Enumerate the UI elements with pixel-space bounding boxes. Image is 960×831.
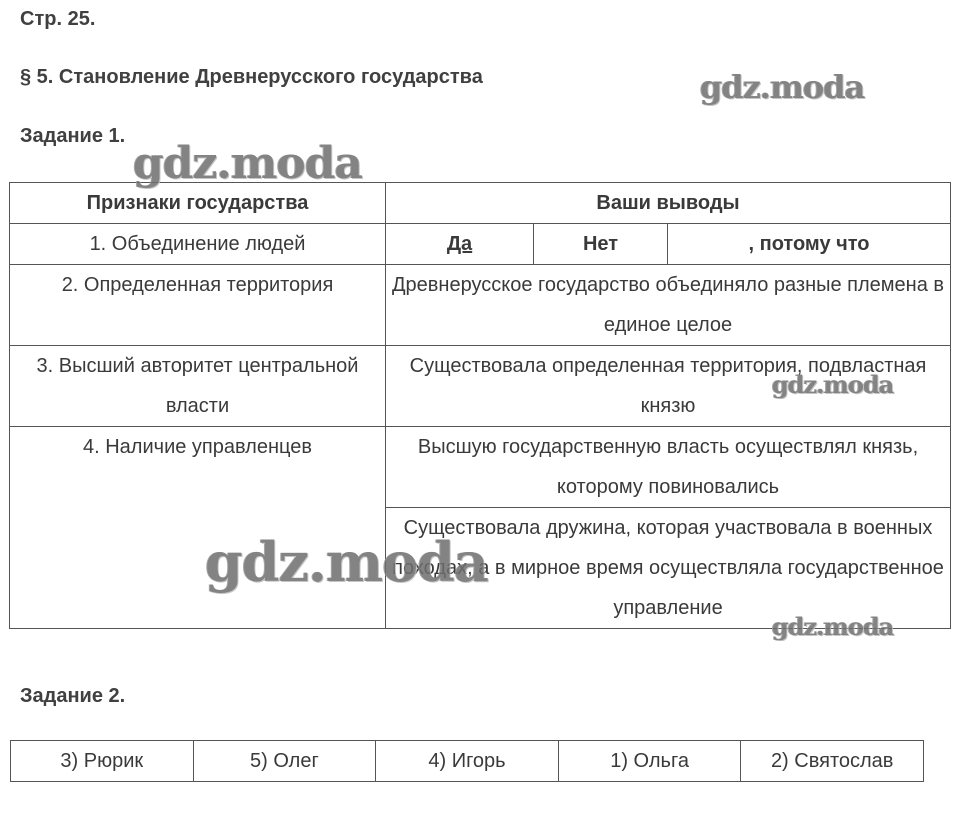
watermark-logo: gdz.moda [133,138,363,189]
sign-cell: 4. Наличие управленцев [10,427,386,629]
watermark-logo: gdz.moda [772,612,894,641]
ruler-cell: 3) Рюрик [11,741,194,782]
conclusion-cell: Существовала дружина, которая участвовала в военных походах, а в мирное время осуществляла государственное управление [386,508,951,629]
table-row [10,346,951,427]
header-signs: Признаки государства [10,183,386,224]
table-header-row [10,183,951,224]
ruler-cell: 4) Игорь [376,741,559,782]
header-conclusions: Ваши выводы [386,183,951,224]
table-row [10,224,951,265]
subheader-yes: Да [386,224,534,265]
state-signs-table [9,182,951,629]
conclusion-cell: Высшую государственную власть осуществлял князь, которому повиновались [386,427,951,508]
page-number: Стр. 25. [20,8,96,30]
sign-cell: 3. Высший авторитет центральной власти [10,346,386,427]
sign-cell: 1. Объединение людей [10,224,386,265]
ruler-cell: 1) Ольга [558,741,741,782]
watermark-logo: gdz.moda [772,370,894,399]
ruler-cell: 2) Святослав [741,741,924,782]
ruler-cell: 5) Олег [193,741,376,782]
task-1-title: Задание 1. [20,125,126,147]
table-row [10,427,951,508]
subheader-because: , потому что [668,224,951,265]
conclusion-cell: Древнерусское государство объединяло разные племена в единое целое [386,265,951,346]
watermark-logo: gdz.moda [205,530,488,594]
table-row [10,265,951,346]
subheader-no: Нет [534,224,668,265]
sign-cell: 2. Определенная территория [10,265,386,346]
task-2-title: Задание 2. [20,685,126,707]
rulers-order-table [10,740,924,782]
section-title: § 5. Становление Древнерусского государства [20,66,483,88]
watermark-logo: gdz.moda [700,68,865,106]
table-row [11,741,924,782]
conclusion-cell: Существовала определенная территория, подвластная князю [386,346,951,427]
